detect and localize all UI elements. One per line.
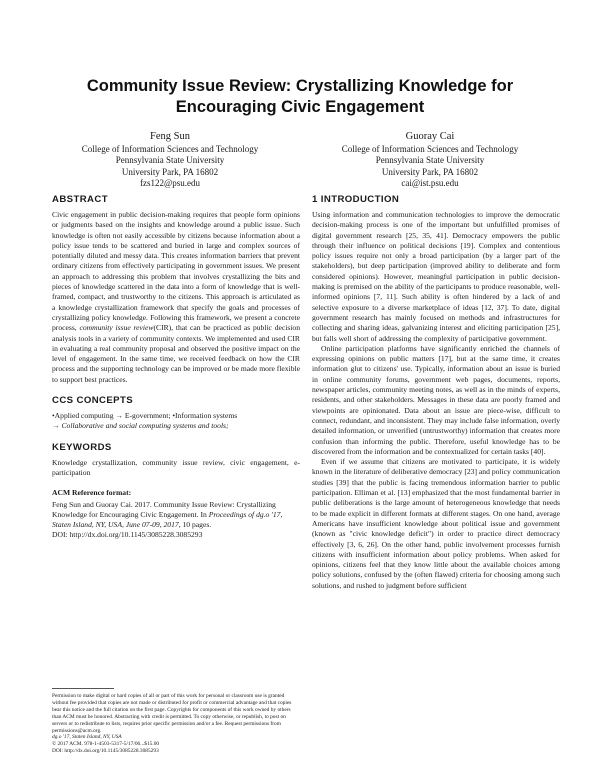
- author-email[interactable]: fzs122@psu.edu: [139, 178, 201, 189]
- ccs-section: [52, 395, 300, 432]
- title-line-1: Community Issue Review: Crystallizing Knowledge for: [86, 77, 514, 95]
- copyright-doi[interactable]: DOI: http://dx.doi.org/10.1145/3085228.3085293: [52, 748, 159, 755]
- abstract-text-em: community issue review: [79, 323, 154, 333]
- copyright-notice: © 2017 ACM. 978-1-4503-5317-5/17/06...$15.00: [52, 741, 160, 748]
- left-column: [52, 194, 300, 541]
- acm-reference-venue: Proceedings of dg.o '17, Staten Island, NY, USA, June 07-09, 2017,: [52, 509, 283, 530]
- keywords-text: Knowledge crystallization, community issue review, civic engagement, e-participation: [52, 457, 300, 477]
- ccs-heading: CCS CONCEPTS: [52, 395, 134, 407]
- introduction-section: [312, 194, 560, 591]
- abstract-text-a: Civic engagement in public decision-making requires that people form opinions or judgments based on the insights and knowledge around a public issue. Such knowledge is often not easily accessible by citizens because information about a policy issue tends to be scattered and buried in large and complex sources of potentially diluted and messy data. This creates information barriers that prevent ordinary citizens from effectively participating in government issues. We present an approach to addressing this problem that involves crystallizing the bits and pieces of knowledge scattered in the data into a form of knowledge that is well-framed, compact, and trustworthy to the citizens. This approach is articulated as a knowledge crystallization framework that specify the goals and processes of crystallizing policy knowledge. Following this framework, we present a concrete process,: [52, 210, 300, 333]
- title-line-2: Encouraging Civic Engagement: [175, 98, 425, 116]
- acm-reference-section: [52, 488, 300, 540]
- author-location: University Park, PA 16802: [121, 166, 219, 177]
- author-affiliation: College of Information Sciences and Technology: [341, 144, 519, 154]
- ccs-line-1: •Applied computing → E-government; •Information systems: [52, 411, 238, 421]
- ccs-line-2: → Collaborative and social computing systems and tools;: [52, 421, 229, 431]
- acm-reference-text: [52, 500, 300, 531]
- keywords-heading: KEYWORDS: [52, 441, 112, 453]
- paper-title: [40, 76, 560, 118]
- author-name: Guoray Cai: [405, 131, 455, 142]
- author-name: Feng Sun: [150, 131, 190, 142]
- author-affiliation: College of Information Sciences and Technology: [81, 144, 259, 154]
- author-university: Pennsylvania State University: [375, 155, 485, 166]
- right-column: [312, 194, 560, 591]
- footnote-rule: [52, 688, 114, 689]
- abstract-section: [52, 194, 300, 385]
- acm-reference-doi[interactable]: DOI: http://dx.doi.org/10.1145/3085228.3085293: [52, 530, 203, 540]
- abstract-text-b: (CIR), that can be practiced as public decision analysis tools in a variety of community contexts. We implemented and used CIR in evaluating a real community proposal and observed the positive impact on the level of engagement. In the same time, we received feedback on how the CIR process and the supporting technology can be improved or be made more flexible to support best practices.: [52, 323, 301, 384]
- abstract-text: [52, 210, 300, 385]
- introduction-paragraph-2: Online participation platforms have significantly enriched the channels of expressing opinions on public matters [17], but at the same time, it creates information glut to citizens' use. Typically, information about an issue is buried in online community forums, government web pages, documents, reports, newspaper articles, community meeting notes, as well as in the minds of experts, residents, and other stakeholders. Messages in these data are poorly framed and viewpoints are opinionated. Data about an issue are piece-wise, difficult to connect, redundant, and inconsistent. They may include false information, overly detailed information, or unverified (untrustworthy) information that creates more confusion than informing the public. Therefore, useful knowledge has to be discovered from the information and be contextualized for certain tasks [40].: [312, 343, 560, 456]
- author-email[interactable]: cai@ist.psu.edu: [401, 178, 459, 189]
- acm-reference-heading: ACM Reference format:: [52, 488, 132, 498]
- author-block-1: [40, 130, 300, 190]
- introduction-paragraph-1: Using information and communication technologies to improve the democratic decision-making process is one of the important but unfulfilled promises of digital government research [25, 35, 41]. Democracy empowers the public through their influence on political decisions [19]. Complex and contentious policy issues require not only a broad participation (by a larger part of the stakeholders), but deep participation (improved ability to deliberate and form considered opinions). However, meaningful participation in public decision-making is premised on the ability of the participants to produce reasonable, well-informed opinions [7, 11]. Such ability is often hindered by a lack of and selective exposure to a diverse marketplace of ideas [12, 37]. To date, digital government research has mainly focused on methods and infrastructures for collecting and sharing ideas, galvanizing interest and eliciting participation [25], but falls well short of addressing the complexity of participative government.: [312, 210, 560, 343]
- introduction-paragraph-3: Even if we assume that citizens are motivated to participate, it is widely known in the literature of deliberative democracy [23] and policy communication studies [39] that the public is facing tremendous information barrier to public participation. Elliman et al. [13] emphasized that the most fundamental barrier in public deliberations is the large amount of heterogeneous knowledge that needs to be made explicit in different formats at different stages. On one hand, average Americans have insufficient knowledge about political issue and government (known as "civic knowledge deficit") in order to practice direct democracy effectively [3, 6, 26]. On the other hand, public involvement processes furnish citizens with insufficient information about policy problems. When asked for opinions, citizens feel that they know little about the available choices among policy solutions, confused by the (often flawed) criteria for choosing among such solutions, and rushed to judgment before sufficient: [312, 457, 560, 590]
- copyright-block: [52, 688, 300, 755]
- author-block-2: [300, 130, 560, 190]
- introduction-heading: 1 INTRODUCTION: [312, 194, 400, 205]
- keywords-section: [52, 442, 300, 479]
- author-university: Pennsylvania State University: [115, 155, 225, 166]
- copyright-permission-text: Permission to make digital or hard copies of all or part of this work for personal or classroom use is granted without fee provided that copies are not made or distributed for profit or commercial advantage and that copies bear this notice and the full citation on the first page. Copyrights for components of this work owned by others than ACM must be honored. Abstracting with credit is permitted. To copy otherwise, or republish, to post on servers or to redistribute to lists, requires prior specific permission and/or a fee. Request permissions from permissions@acm.org.: [52, 693, 292, 734]
- author-location: University Park, PA 16802: [381, 166, 479, 177]
- acm-reference-text-a: Feng Sun and Guoray Cai. 2017. Community Issue Review: Crystallizing Knowledge for Encouraging Civic Engagement. In: [52, 499, 276, 519]
- acm-reference-text-b: 10 pages.: [180, 520, 212, 530]
- abstract-heading: ABSTRACT: [52, 194, 108, 205]
- copyright-venue: dg.o '17, Staten Island, NY, USA: [52, 734, 122, 741]
